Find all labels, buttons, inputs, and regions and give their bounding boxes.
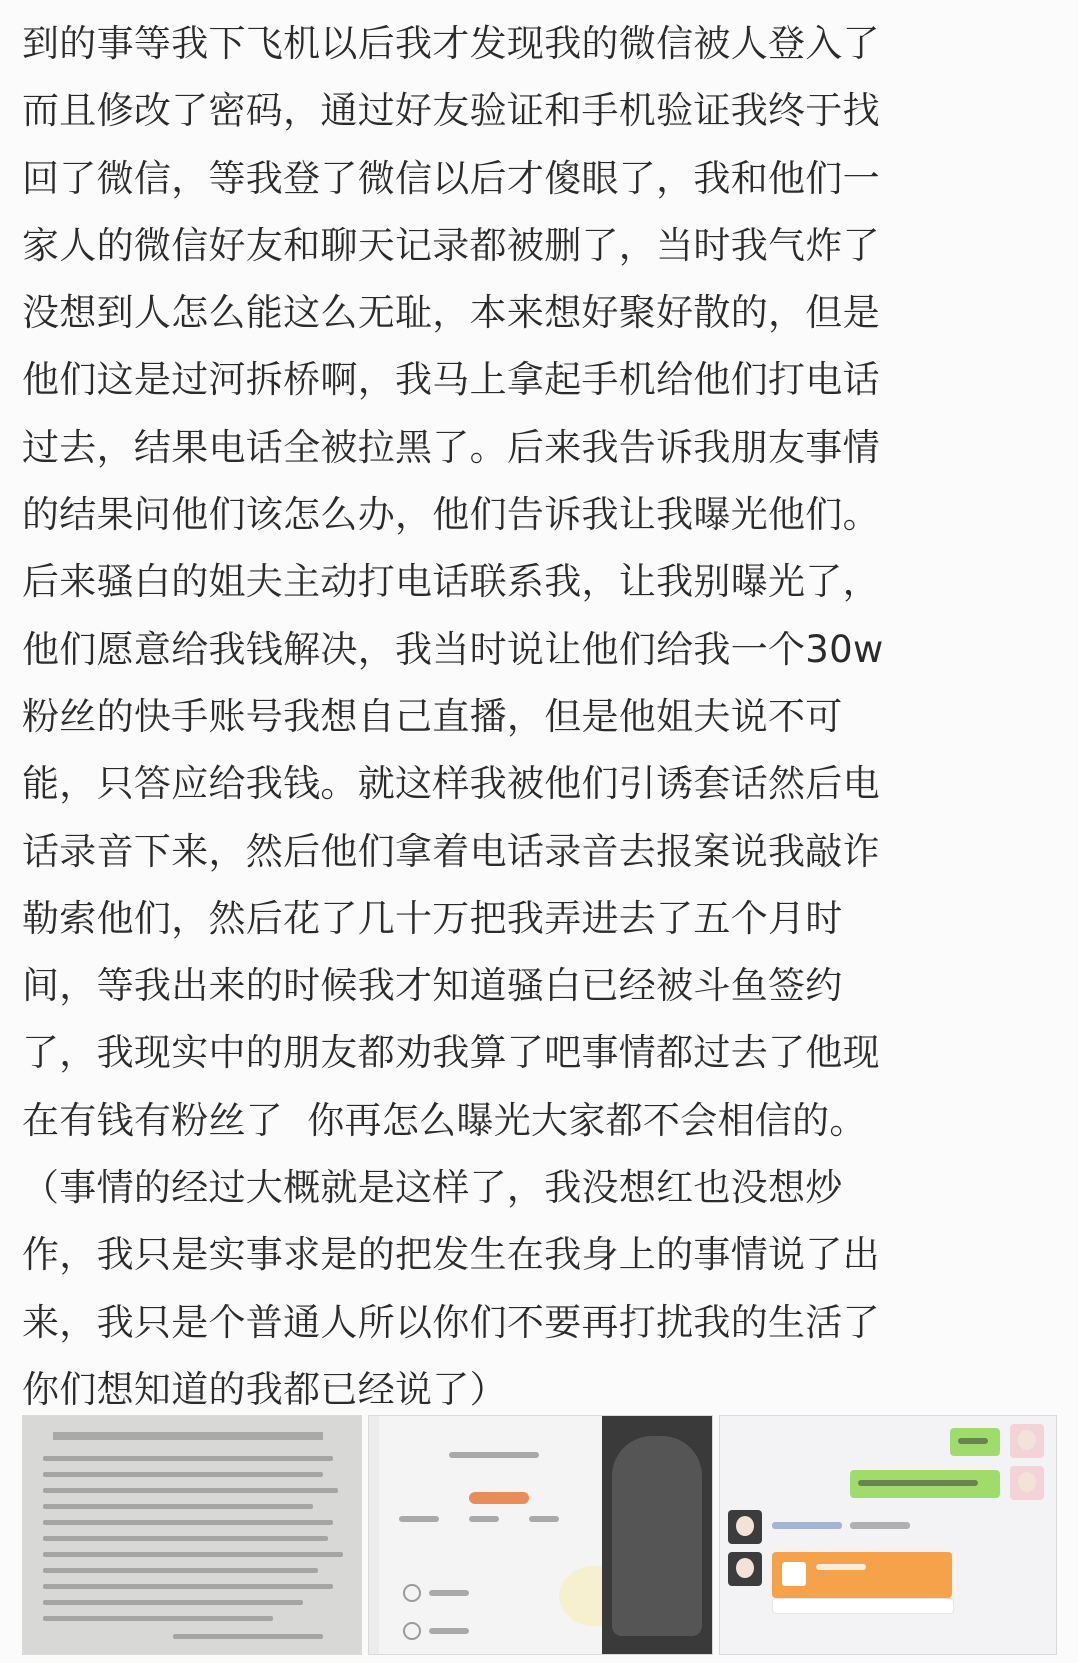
post-text-line: 后来骚白的姐夫主动打电话联系我，让我别曝光了，	[22, 560, 880, 604]
phone-screen-text	[399, 1516, 439, 1522]
transfer-card	[772, 1552, 952, 1598]
post-text-line: 来，我只是个普通人所以你们不要再打扰我的生活了	[22, 1300, 880, 1344]
chat-bubble-sent	[950, 1428, 1000, 1456]
document-text-line	[173, 1634, 323, 1639]
document-text-line	[43, 1616, 273, 1621]
avatar	[1010, 1466, 1044, 1500]
avatar	[728, 1552, 762, 1586]
avatar-face	[1018, 1430, 1036, 1450]
chat-bubble-sent	[850, 1470, 1000, 1498]
post-body-text	[22, 10, 1062, 1423]
document-text-line	[43, 1488, 338, 1493]
post-text-line: 话录音下来，然后他们拿着电话录音去报案说我敲诈	[22, 829, 880, 873]
transfer-icon	[782, 1562, 806, 1586]
phone-screen-photo-thumbnail[interactable]	[368, 1415, 713, 1655]
document-header-line	[53, 1432, 323, 1440]
document-text-line	[43, 1600, 303, 1605]
post-text-line: 作，我只是实事求是的把发生在我身上的事情说了出	[22, 1233, 880, 1277]
post-text-line: 间，等我出来的时候我才知道骚白已经被斗鱼签约	[22, 964, 843, 1008]
chat-link-text	[850, 1522, 910, 1529]
post-text-line: 他们愿意给我钱解决，我当时说让他们给我一个30w	[22, 627, 884, 671]
document-text-line	[43, 1456, 333, 1461]
chat-bubble-text	[958, 1438, 988, 1444]
document-photo-thumbnail[interactable]	[22, 1415, 362, 1655]
document-text-line	[43, 1552, 343, 1557]
post-text-line: 他们这是过河拆桥啊，我马上拿起手机给他们打电话	[22, 358, 880, 402]
document-text-line	[43, 1472, 323, 1477]
document-text-line	[43, 1520, 333, 1525]
person-silhouette	[612, 1436, 702, 1636]
avatar-face	[736, 1516, 754, 1536]
avatar-face	[1018, 1472, 1036, 1492]
transfer-card-footer	[772, 1598, 954, 1614]
avatar	[728, 1510, 762, 1544]
document-text-line	[43, 1504, 313, 1509]
post-text-line: 而且修改了密码，通过好友验证和手机验证我终于找	[22, 89, 880, 133]
image-strip	[22, 1415, 1057, 1655]
transfer-amount	[816, 1564, 866, 1570]
phone-screen-text	[429, 1628, 469, 1634]
post-text-line: 家人的微信好友和聊天记录都被删了，当时我气炸了	[22, 223, 880, 267]
phone-screen-text	[529, 1516, 559, 1522]
post-text-line: 勒索他们，然后花了几十万把我弄进去了五个月时	[22, 896, 843, 940]
post-text-line: 你们想知道的我都已经说了）	[22, 1367, 507, 1411]
post-text-line: 没想到人怎么能这么无耻，本来想好聚好散的，但是	[22, 291, 880, 335]
avatar-face	[736, 1558, 754, 1578]
phone-background-photo	[602, 1416, 712, 1655]
radio-icon	[403, 1622, 421, 1640]
post-text-line: 了，我现实中的朋友都劝我算了吧事情都过去了他现	[22, 1031, 880, 1075]
phone-screen-text	[469, 1516, 499, 1522]
post-text-line: 过去，结果电话全被拉黑了。后来我告诉我朋友事情	[22, 425, 880, 469]
chat-link-text	[772, 1522, 842, 1529]
post-text-line: （事情的经过大概就是这样了，我没想红也没想炒	[22, 1166, 843, 1210]
phone-screen	[379, 1416, 604, 1655]
radio-icon	[403, 1584, 421, 1602]
phone-screen-title	[449, 1452, 539, 1458]
document-text-line	[43, 1584, 333, 1589]
post-text-line: 在有钱有粉丝了 你再怎么曝光大家都不会相信的。	[22, 1098, 867, 1142]
avatar	[1010, 1424, 1044, 1458]
document-text-line	[43, 1536, 328, 1541]
chat-screenshot-thumbnail[interactable]	[719, 1415, 1057, 1655]
post-text-line: 粉丝的快手账号我想自己直播，但是他姐夫说不可	[22, 694, 843, 738]
document-text-line	[43, 1568, 318, 1573]
phone-screen-text	[429, 1590, 469, 1596]
post-text-line: 能，只答应给我钱。就这样我被他们引诱套话然后电	[22, 762, 880, 806]
chat-bubble-text	[858, 1480, 978, 1486]
post-text-line: 回了微信，等我登了微信以后才傻眼了，我和他们一	[22, 156, 880, 200]
post-text-line: 到的事等我下飞机以后我才发现我的微信被人登入了	[22, 22, 880, 65]
phone-screen-highlight	[469, 1492, 529, 1504]
post-text-line: 的结果问他们该怎么办，他们告诉我让我曝光他们。	[22, 493, 880, 537]
